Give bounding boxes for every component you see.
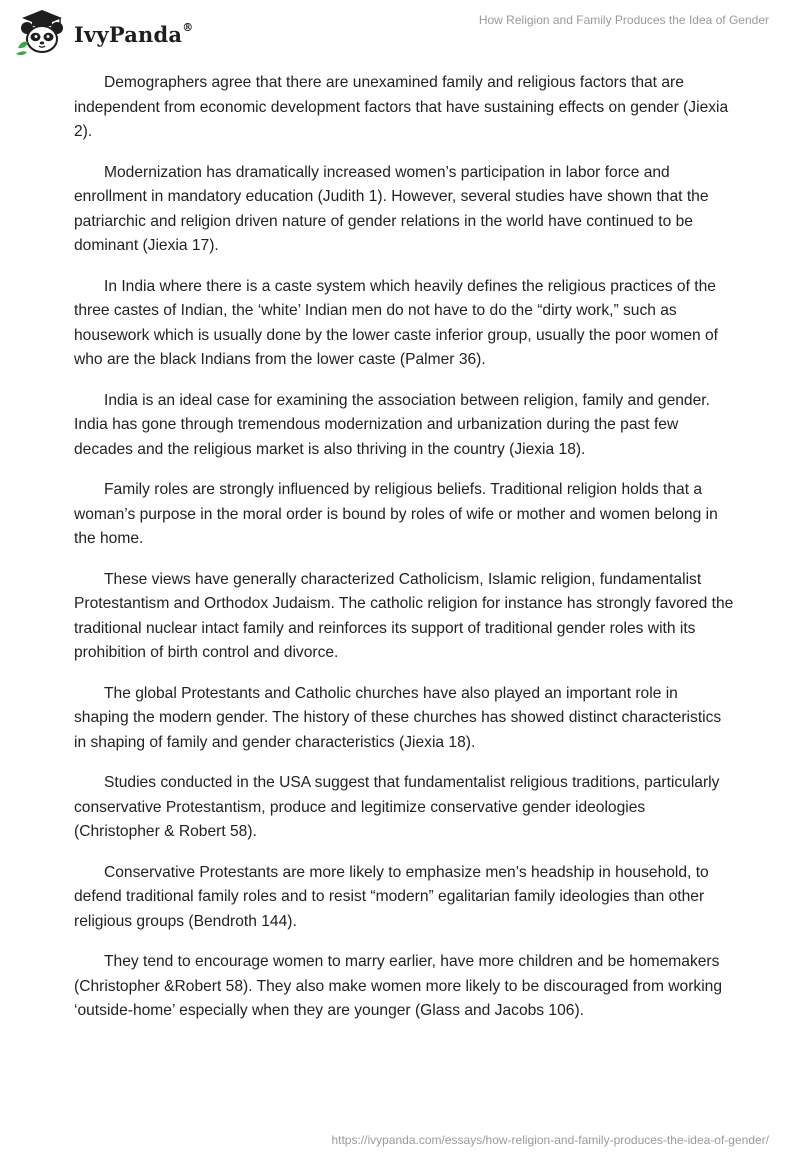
paragraph: Family roles are strongly influenced by religious beliefs. Traditional religion holds that a woman’s purpose in the moral order is bound by roles of wife or mother and women belong in the home. (74, 481, 718, 547)
page-header (0, 0, 800, 62)
panda-graduate-icon (14, 8, 70, 58)
brand-name: IvyPanda® (74, 20, 194, 47)
brand-logo[interactable] (14, 8, 193, 58)
source-url[interactable]: https://ivypanda.com/essays/how-religion-and-family-produces-the-idea-of-gender/ (331, 1133, 769, 1147)
paragraph: In India where there is a caste system which heavily defines the religious practices of the three castes of Indian, the ‘white’ Indian men do not have to do the “dirty work,” such as housework which is usually done by the lower caste inferior group, usually the poor women of who are the black Indians from the lower caste (Palmer 36). (74, 277, 719, 368)
paragraph: Conservative Protestants are more likely to emphasize men’s headship in household, to defend traditional family roles and to resist “modern” egalitarian family ideologies than other religious groups (Bendroth 144). (74, 863, 709, 930)
essay-body (74, 71, 734, 1040)
paragraph: The global Protestants and Catholic churches have also played an important role in shaping the modern gender. The history of these churches has showed distinct characteristics in shaping of family and gender characteristics (Jiexia 18). (74, 684, 722, 751)
paragraph: Studies conducted in the USA suggest that fundamentalist religious traditions, particularly conservative Protestantism, produce and legitimize conservative gender ideologies (Christopher & Robert 58). (74, 774, 720, 840)
paragraph: Demographers agree that there are unexamined family and religious factors that are independent from economic development factors that have sustaining effects on gender (Jiexia 2). (74, 74, 729, 140)
paragraph: Modernization has dramatically increased women’s participation in labor force and enrollment in mandatory education (Judith 1). However, several studies have shown that the patriarchic and religion driven nature of gender relations in the world have continued to be dominant (Jiexia 17). (74, 163, 709, 254)
paragraph: India is an ideal case for examining the association between religion, family and gender. India has gone through tremendous modernization and urbanization during the past few decades and the religious market is also thriving in the country (Jiexia 18). (74, 391, 710, 458)
paragraph: They tend to encourage women to marry earlier, have more children and be homemakers (Christopher &Robert 58). They also make women more likely to be discouraged from working ‘outside-home’ especially when they are younger (Glass and Jacobs 106). (74, 953, 723, 1019)
document-title: How Religion and Family Produces the Idea of Gender (478, 13, 769, 27)
paragraph: These views have generally characterized Catholicism, Islamic religion, fundamentalist Protestantism and Orthodox Judaism. The catholic religion for instance has strongly favored the traditional nuclear intact family and reinforces its support of traditional gender roles with its prohibition of birth control and divorce. (74, 570, 734, 661)
